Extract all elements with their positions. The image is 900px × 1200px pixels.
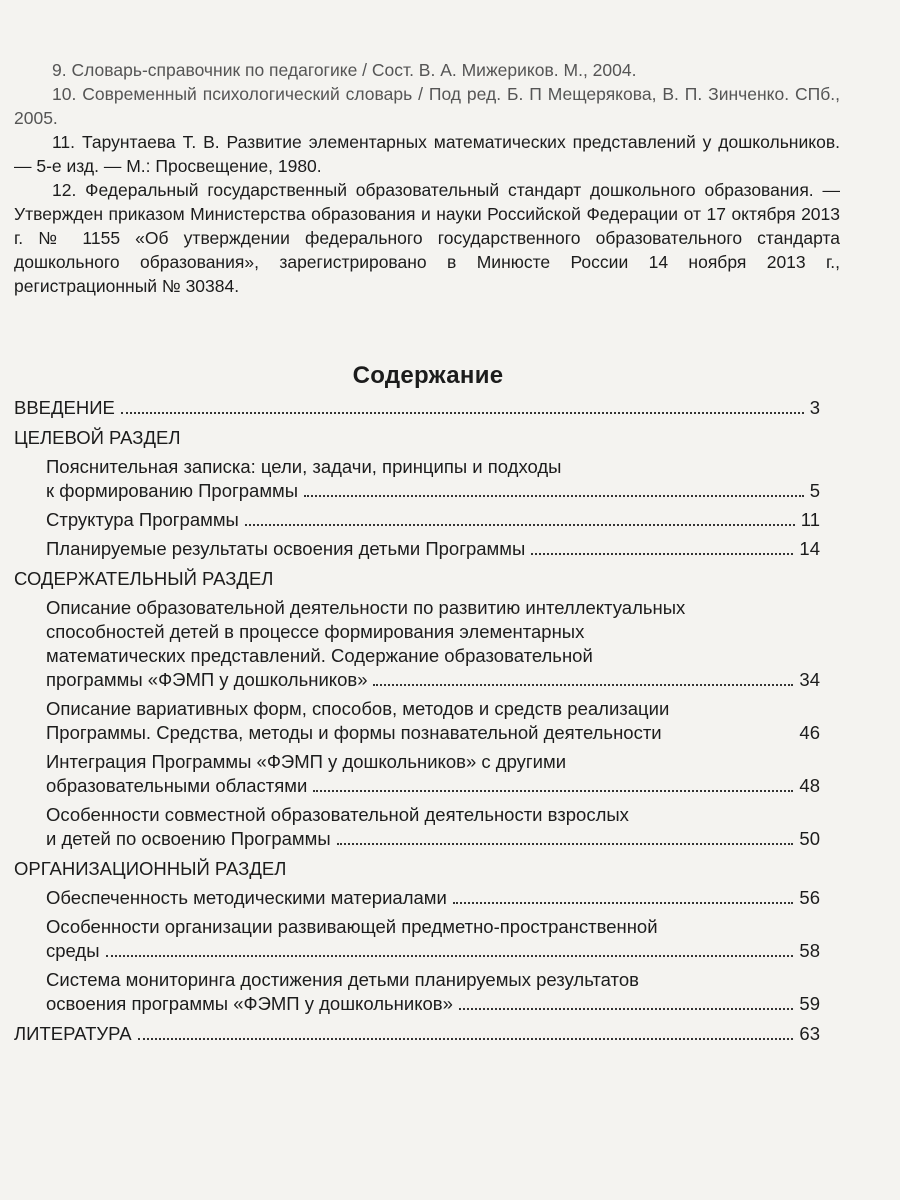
toc-entry[interactable]: Описание вариативных форм, способов, методов и средств реализации Программы. Средства, методы и формы познавательной деятельности 46 [46,698,820,743]
reference-item: 11. Тарунтаева Т. В. Развитие элементарных математических представлений у дошкольников. — 5-е изд. — М.: Просвещение, 1980. [14,132,840,176]
page-number: 5 [809,480,820,501]
page-number: 3 [809,397,820,418]
reference-item: 10. Современный психологический словарь / Под ред. Б. П Мещерякова, В. П. Зинченко. СПб., 2005. [14,84,840,128]
toc-entry-introduction[interactable]: ВВЕДЕНИЕ 3 [14,397,820,418]
table-of-contents [14,396,820,1046]
leader-dots [245,524,795,526]
page-number: 46 [799,722,820,743]
toc-entry[interactable]: Система мониторинга достижения детьми планируемых результатов освоения программы «ФЭМП у дошкольников» 59 [46,969,820,1014]
toc-entry[interactable]: Пояснительная записка: цели, задачи, принципы и подходы к формированию Программы 5 [46,456,820,501]
toc-title: Содержание [352,362,504,389]
toc-entry[interactable]: Интеграция Программы «ФЭМП у дошкольников» с другими образовательными областями 48 [46,751,820,796]
leader-dots [121,412,804,414]
page-number: 14 [799,538,820,559]
leader-dots [668,737,794,739]
reference-item: 12. Федеральный государственный образовательный стандарт дошкольного образования. — Утвержден приказом Министерства образования и науки Российской Федерации от 17 октября 2013 г. № 1155 «Об утверждении федерального государственного образовательного стандарта дошкольного образования», зарегистрировано в Минюсте России 14 ноября 2013 г., регистрационный № 30384. [14,180,840,296]
references-list [14,58,840,298]
toc-entry[interactable]: Особенности организации развивающей предметно-пространственной среды 58 [46,916,820,961]
page-number: 11 [800,509,820,530]
leader-dots [138,1038,794,1040]
reference-item: 9. Словарь-справочник по педагогике / Сост. В. А. Мижериков. М., 2004. [52,60,637,80]
leader-dots [373,684,793,686]
toc-entry[interactable]: Обеспеченность методическими материалами 56 [46,887,820,908]
leader-dots [304,495,804,497]
toc-entry-literature[interactable]: ЛИТЕРАТУРА 63 [14,1023,820,1044]
toc-section-organization: ОРГАНИЗАЦИОННЫЙ РАЗДЕЛ [14,858,287,879]
leader-dots [313,790,793,792]
page-number: 48 [799,775,820,796]
page-number: 63 [799,1023,820,1044]
page-number: 56 [799,887,820,908]
leader-dots [459,1008,793,1010]
leader-dots [453,902,794,904]
toc-entry[interactable]: Описание образовательной деятельности по развитию интеллектуальных способностей детей в процессе формирования элементарных математических представлений. Содержание образовательной программы «ФЭМП у дошкольников» 34 [46,597,820,690]
leader-dots [337,843,794,845]
page-number: 34 [799,669,820,690]
page-number: 58 [799,940,820,961]
page-number: 50 [799,828,820,849]
toc-section-target: ЦЕЛЕВОЙ РАЗДЕЛ [14,427,181,448]
toc-entry[interactable]: Особенности совместной образовательной деятельности взрослых и детей по освоению Программы 50 [46,804,820,849]
page-number: 59 [799,993,820,1014]
toc-entry[interactable]: Структура Программы 11 [46,509,820,530]
leader-dots [106,955,794,957]
leader-dots [531,553,793,555]
toc-section-content: СОДЕРЖАТЕЛЬНЫЙ РАЗДЕЛ [14,568,274,589]
toc-entry[interactable]: Планируемые результаты освоения детьми Программы 14 [46,538,820,559]
